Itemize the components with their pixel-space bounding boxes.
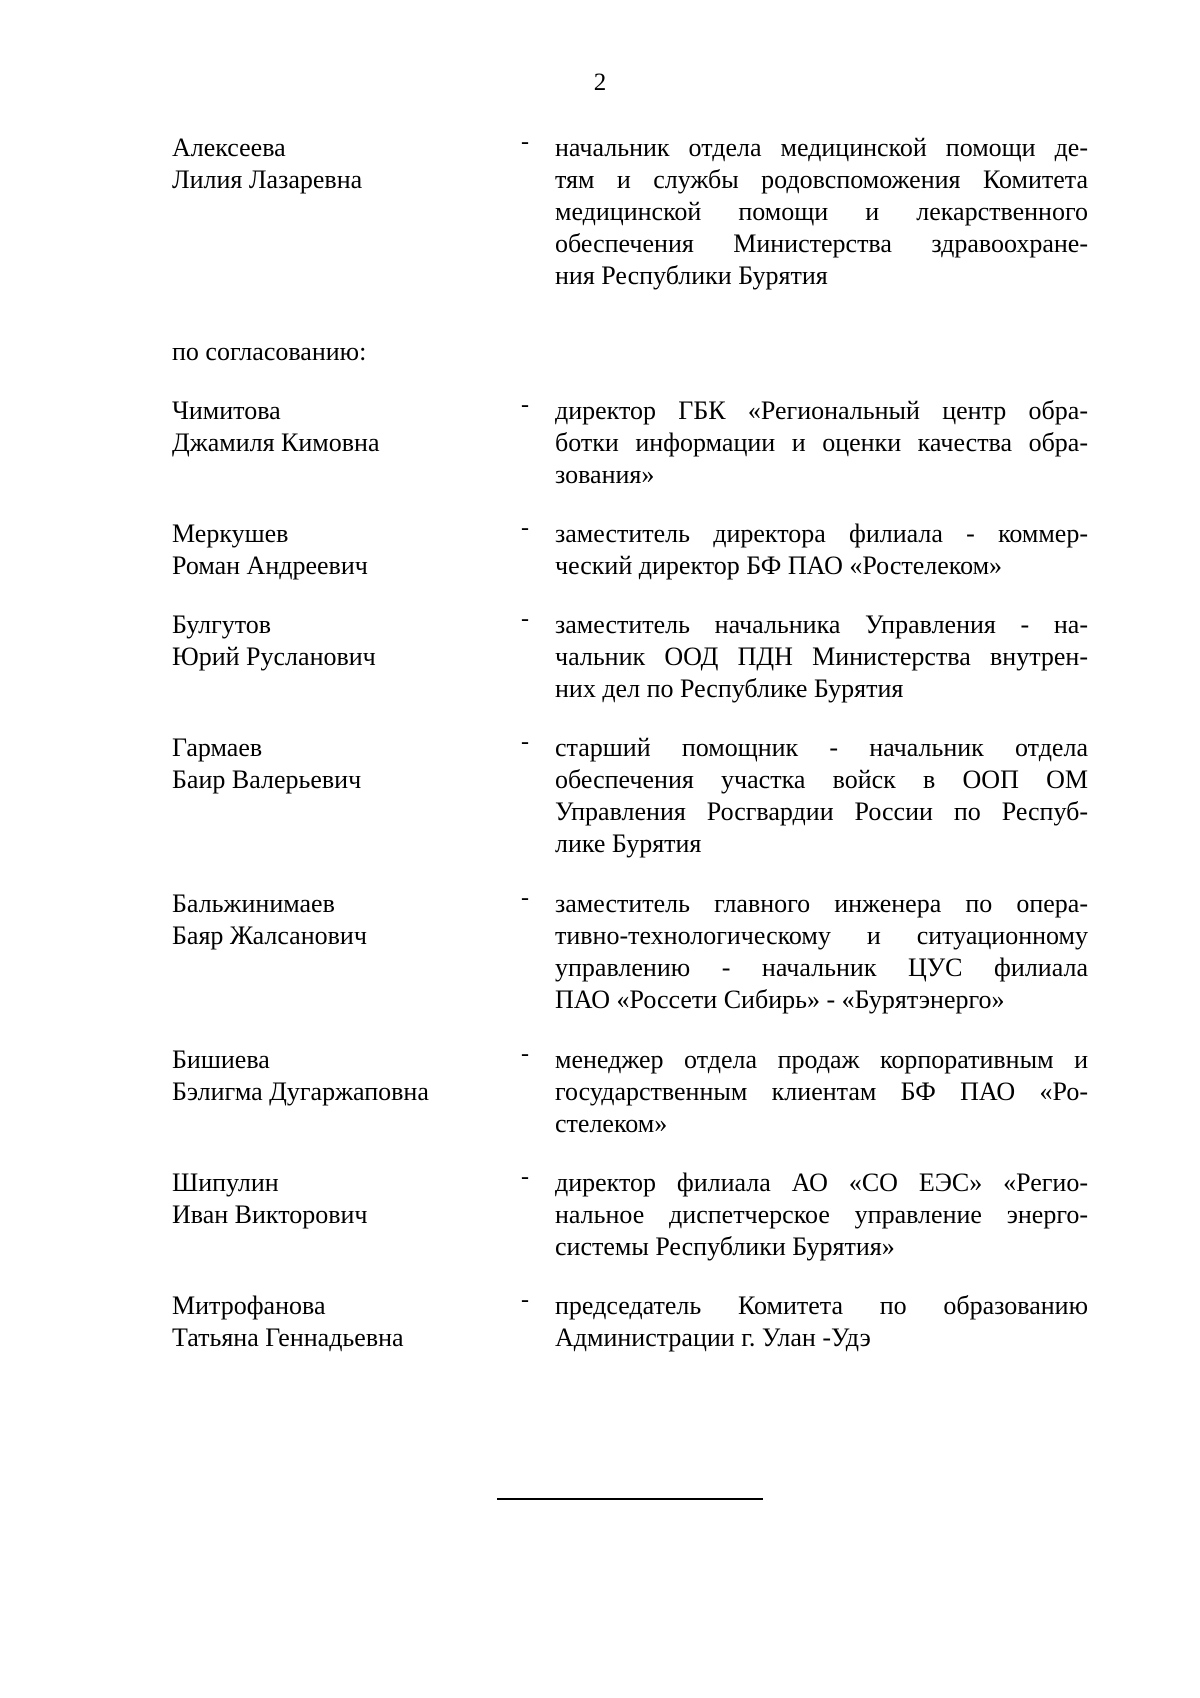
position-line: менеджер отдела продаж корпоративным и bbox=[555, 1045, 1088, 1074]
member-given-name: Юрий Русланович bbox=[172, 642, 376, 671]
separator-dash: - bbox=[521, 392, 529, 418]
position-line: Управления Росгвардии России по Респуб- bbox=[555, 797, 1088, 826]
position-line: заместитель директора филиала - коммер- bbox=[555, 519, 1088, 548]
member-surname: Чимитова bbox=[172, 396, 281, 425]
member-given-name: Баир Валерьевич bbox=[172, 765, 362, 794]
member-name bbox=[172, 609, 512, 673]
member-position bbox=[555, 609, 1088, 705]
position-line: старший помощник - начальник отдела bbox=[555, 733, 1088, 762]
position-line: ботки информации и оценки качества обра- bbox=[555, 428, 1088, 457]
end-of-document-rule bbox=[497, 1498, 763, 1500]
member-name bbox=[172, 888, 512, 952]
position-line: нальное диспетчерское управление энерго- bbox=[555, 1200, 1088, 1229]
position-line: системы Республики Бурятия» bbox=[555, 1232, 895, 1261]
member-surname: Митрофанова bbox=[172, 1291, 326, 1320]
position-line: ПАО «Россети Сибирь» - «Бурятэнерго» bbox=[555, 985, 1005, 1014]
position-line: председатель Комитета по образованию bbox=[555, 1291, 1088, 1320]
member-name bbox=[172, 1290, 512, 1354]
member-position bbox=[555, 732, 1088, 860]
member-name bbox=[172, 1167, 512, 1231]
position-line: медицинской помощи и лекарственного bbox=[555, 197, 1088, 226]
member-given-name: Джамиля Кимовна bbox=[172, 428, 380, 457]
member-surname: Булгутов bbox=[172, 610, 272, 639]
member-given-name: Баяр Жалсанович bbox=[172, 921, 367, 950]
separator-dash: - bbox=[521, 885, 529, 911]
position-line: начальник отдела медицинской помощи де- bbox=[555, 133, 1088, 162]
member-given-name: Иван Викторович bbox=[172, 1200, 368, 1229]
position-line: зования» bbox=[555, 460, 655, 489]
member-surname: Бишиева bbox=[172, 1045, 270, 1074]
member-surname: Алексеева bbox=[172, 133, 286, 162]
position-line: них дел по Республике Бурятия bbox=[555, 674, 904, 703]
position-line: Администрации г. Улан -Удэ bbox=[555, 1323, 871, 1352]
position-line: управлению - начальник ЦУС филиала bbox=[555, 953, 1088, 982]
separator-dash: - bbox=[521, 1164, 529, 1190]
member-position bbox=[555, 395, 1088, 491]
member-surname: Шипулин bbox=[172, 1168, 279, 1197]
member-position bbox=[555, 1290, 1088, 1354]
member-surname: Меркушев bbox=[172, 519, 289, 548]
member-given-name: Бэлигма Дугаржаповна bbox=[172, 1077, 429, 1106]
separator-dash: - bbox=[521, 129, 529, 155]
page-number: 2 bbox=[593, 69, 607, 96]
member-surname: Бальжинимаев bbox=[172, 889, 335, 918]
position-line: тивно-технологическому и ситуационному bbox=[555, 921, 1088, 950]
position-line: тям и службы родовспоможения Комитета bbox=[555, 165, 1088, 194]
member-position bbox=[555, 132, 1088, 292]
position-line: директор ГБК «Региональный центр обра- bbox=[555, 396, 1088, 425]
separator-dash: - bbox=[521, 606, 529, 632]
position-line: государственным клиентам БФ ПАО «Ро- bbox=[555, 1077, 1088, 1106]
member-given-name: Лилия Лазаревна bbox=[172, 165, 363, 194]
position-line: заместитель начальника Управления - на- bbox=[555, 610, 1088, 639]
member-position bbox=[555, 1044, 1088, 1140]
position-line: ческий директор БФ ПАО «Ростелеком» bbox=[555, 551, 1003, 580]
position-line: ния Республики Бурятия bbox=[555, 261, 828, 290]
member-name bbox=[172, 395, 512, 459]
member-position bbox=[555, 518, 1088, 582]
position-line: обеспечения участка войск в ООП ОМ bbox=[555, 765, 1088, 794]
separator-dash: - bbox=[521, 1041, 529, 1067]
member-name bbox=[172, 732, 512, 796]
member-surname: Гармаев bbox=[172, 733, 263, 762]
separator-dash: - bbox=[521, 515, 529, 541]
separator-dash: - bbox=[521, 729, 529, 755]
member-position bbox=[555, 1167, 1088, 1263]
member-name bbox=[172, 1044, 512, 1108]
member-position bbox=[555, 888, 1088, 1016]
position-line: стелеком» bbox=[555, 1109, 668, 1138]
member-given-name: Татьяна Геннадьевна bbox=[172, 1323, 404, 1352]
position-line: директор филиала АО «СО ЕЭС» «Регио- bbox=[555, 1168, 1088, 1197]
position-line: чальник ООД ПДН Министерства внутрен- bbox=[555, 642, 1088, 671]
position-line: лике Бурятия bbox=[555, 829, 702, 858]
member-name bbox=[172, 132, 512, 196]
section-label: по согласованию: bbox=[172, 337, 367, 366]
member-name bbox=[172, 518, 512, 582]
position-line: заместитель главного инженера по опера- bbox=[555, 889, 1088, 918]
position-line: обеспечения Министерства здравоохране- bbox=[555, 229, 1088, 258]
separator-dash: - bbox=[521, 1287, 529, 1313]
member-given-name: Роман Андреевич bbox=[172, 551, 368, 580]
